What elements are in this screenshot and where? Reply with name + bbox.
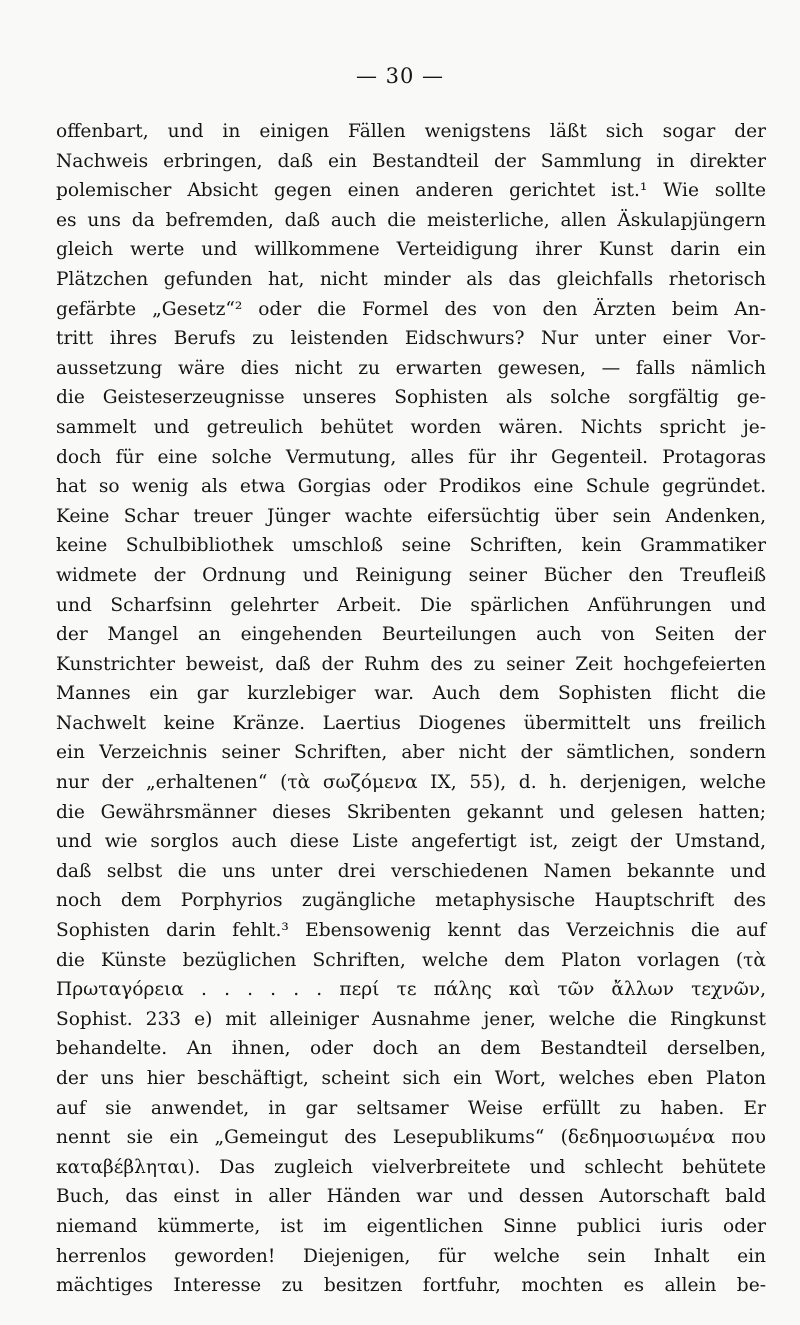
text-line: Keine Schar treuer Jünger wachte eifersüchtig über sein Andenken, bbox=[56, 505, 766, 527]
text-line: die Künste bezüglichen Schriften, welche dem Platon vorlagen (τὰ bbox=[56, 949, 766, 971]
text-line: widmete der Ordnung und Reinigung seiner Bücher den Treufleiß bbox=[56, 564, 766, 586]
text-line: die Geisteserzeugnisse unseres Sophisten als solche sorgfältig ge- bbox=[56, 387, 766, 409]
text-line: Πρωταγόρεια . . . . . . περί τε πάλης καὶ τῶν ἄλλων τεχνῶν, bbox=[56, 979, 766, 1001]
text-line: aussetzung wäre dies nicht zu erwarten gewesen, — falls nämlich bbox=[56, 357, 766, 379]
text-line: Nachweis erbringen, daß ein Bestandteil der Sammlung in direkter bbox=[56, 150, 766, 172]
text-line: und wie sorglos auch diese Liste angefertigt ist, zeigt der Umstand, bbox=[56, 831, 766, 853]
text-line: daß selbst die uns unter drei verschiedenen Namen bekannte und bbox=[56, 860, 766, 882]
text-line: keine Schulbibliothek umschloß seine Schriften, kein Grammatiker bbox=[56, 535, 766, 557]
text-line: mächtiges Interesse zu besitzen fortfuhr, mochten es allein be- bbox=[56, 1275, 766, 1297]
text-line: Sophisten darin fehlt.³ Ebensowenig kennt das Verzeichnis die auf bbox=[56, 920, 766, 942]
text-line: καταβέβληται). Das zugleich vielverbreitete und schlecht behütete bbox=[56, 1156, 766, 1178]
text-line: Nachwelt keine Kränze. Laertius Diogenes übermittelt uns freilich bbox=[56, 712, 766, 734]
text-line: der uns hier beschäftigt, scheint sich ein Wort, welches eben Platon bbox=[56, 1068, 766, 1089]
text-line: ein Verzeichnis seiner Schriften, aber nicht der sämtlichen, sondern bbox=[56, 742, 766, 764]
text-line: offenbart, und in einigen Fällen wenigstens läßt sich sogar der bbox=[56, 121, 766, 142]
text-line: Plätzchen gefunden hat, nicht minder als das gleichfalls rhetorisch bbox=[56, 268, 766, 290]
text-line: und Scharfsinn gelehrter Arbeit. Die spärlichen Anführungen und bbox=[56, 594, 766, 616]
text-line: behandelte. An ihnen, oder doch an dem Bestandteil derselben, bbox=[56, 1038, 766, 1060]
text-line: nur der „erhaltenen“ (τὰ σωζόμενα IX, 55), d. h. derjenigen, welche bbox=[56, 772, 766, 794]
text-line: Sophist. 233 e) mit alleiniger Ausnahme jener, welche die Ringkunst bbox=[56, 1008, 766, 1030]
text-line: die Gewährsmänner dieses Skribenten gekannt und gelesen hatten; bbox=[56, 801, 766, 823]
text-line: hat so wenig als etwa Gorgias oder Prodikos eine Schule gegründet. bbox=[56, 476, 766, 498]
text-line: tritt ihres Berufs zu leistenden Eidschwurs? Nur unter einer Vor- bbox=[56, 328, 766, 350]
text-line: niemand kümmerte, ist im eigentlichen Sinne publici iuris oder bbox=[56, 1215, 766, 1237]
body-text bbox=[56, 117, 766, 1301]
text-line: doch für eine solche Vermutung, alles für ihr Gegenteil. Protagoras bbox=[56, 446, 766, 468]
text-line: Kunstrichter beweist, daß der Ruhm des zu seiner Zeit hochgefeierten bbox=[56, 653, 766, 675]
text-line: noch dem Porphyrios zugängliche metaphysische Hauptschrift des bbox=[56, 890, 766, 912]
text-line: nennt sie ein „Gemeingut des Lesepublikums“ (δεδημοσιωμένα που bbox=[56, 1127, 766, 1149]
text-line: auf sie anwendet, in gar seltsamer Weise erfüllt zu haben. Er bbox=[56, 1097, 766, 1119]
text-line: gefärbte „Gesetz“² oder die Formel des von den Ärzten beim An- bbox=[56, 298, 766, 320]
text-line: herrenlos geworden! Diejenigen, für welche sein Inhalt ein bbox=[56, 1245, 766, 1267]
text-line: Mannes ein gar kurzlebiger war. Auch dem Sophisten flicht die bbox=[56, 683, 766, 705]
text-line: es uns da befremden, daß auch die meisterliche, allen Äskulapjüngern bbox=[56, 209, 766, 231]
page-number: — 30 — bbox=[355, 64, 445, 88]
text-line: sammelt und getreulich behütet worden wären. Nichts spricht je- bbox=[56, 416, 766, 438]
text-line: gleich werte und willkommene Verteidigung ihrer Kunst darin ein bbox=[56, 239, 766, 261]
text-line: polemischer Absicht gegen einen anderen gerichtet ist.¹ Wie sollte bbox=[56, 180, 766, 202]
text-line: Buch, das einst in aller Händen war und dessen Autorschaft bald bbox=[56, 1186, 766, 1208]
text-line: der Mangel an eingehenden Beurteilungen auch von Seiten der bbox=[56, 624, 766, 646]
